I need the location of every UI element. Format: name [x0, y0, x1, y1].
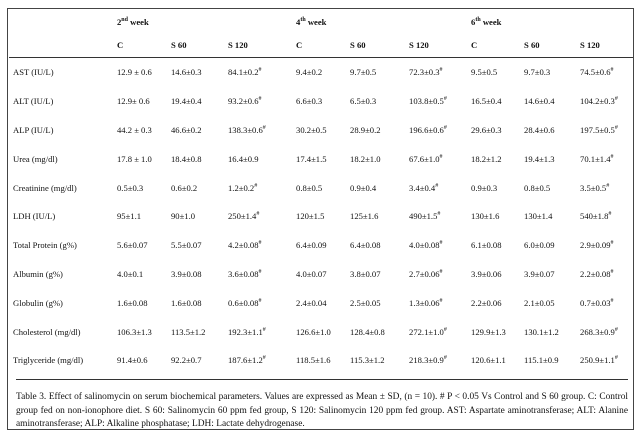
table-cell	[346, 173, 405, 202]
row-label: Creatinine (mg/dl)	[13, 182, 77, 193]
cell-value: 1.2±0.2	[228, 182, 255, 193]
table-cell	[224, 87, 292, 116]
table-cell	[405, 58, 467, 87]
table-row	[9, 202, 633, 231]
table-cell	[346, 317, 405, 346]
cell-value: 115.3±1.2	[350, 355, 385, 366]
table-cell	[520, 144, 576, 173]
cell-value: 12.9 ± 0.6	[117, 67, 152, 78]
cell-value: 91.4±0.6	[117, 355, 148, 366]
significance-mark: #	[256, 211, 260, 218]
corner-cell	[9, 33, 113, 58]
table-row	[9, 144, 633, 173]
cell-value: 490±1.5	[409, 211, 438, 222]
significance-mark: #	[610, 269, 614, 276]
significance-mark: #	[258, 67, 262, 74]
table-cell	[292, 288, 346, 317]
table-row	[9, 317, 633, 346]
significance-mark: #	[610, 240, 614, 247]
table-cell	[113, 202, 167, 231]
cell-value: 70.1±1.4	[580, 153, 611, 164]
table-cell	[520, 260, 576, 289]
table-cell	[405, 260, 467, 289]
table-cell	[167, 87, 224, 116]
cell-value: 6.0±0.09	[524, 240, 555, 251]
cell-value: 104.2±0.3	[580, 96, 615, 107]
cell-value: 67.6±1.0	[409, 153, 440, 164]
cell-value: 120.6±1.1	[471, 355, 506, 366]
cell-value: 196.6±0.6	[409, 124, 444, 135]
group-header-row	[9, 33, 633, 58]
table-cell	[520, 116, 576, 145]
cell-value: 4.0±0.08	[409, 240, 440, 251]
table-cell	[224, 231, 292, 260]
significance-mark: #	[614, 96, 618, 103]
cell-value: 0.8±0.5	[524, 182, 551, 193]
table-cell	[467, 317, 520, 346]
cell-value: 18.2±1.2	[471, 153, 502, 164]
cell-value: 2.7±0.06	[409, 268, 440, 279]
table-cell	[167, 317, 224, 346]
significance-mark: #	[610, 297, 614, 304]
significance-mark: #	[258, 96, 262, 103]
significance-mark: #	[439, 297, 443, 304]
significance-mark: #	[258, 269, 262, 276]
table-cell	[113, 144, 167, 173]
table-cell	[405, 116, 467, 145]
significance-mark: #	[614, 326, 618, 333]
table-cell	[292, 317, 346, 346]
cell-value: 3.8±0.07	[350, 268, 381, 279]
cell-value: 93.2±0.6	[228, 96, 259, 107]
cell-value: 3.9±0.07	[524, 268, 555, 279]
table-cell	[224, 317, 292, 346]
table-caption: Table 3. Effect of salinomycin on serum biochemical parameters. Values are expressed as Mean ± SD, (n = 10). # P < 0.05 Vs Control and S 60 group. C: Control group fed on non-ionophore diet. S 60: Salinomycin 60 ppm fed group, S 120: Salinomycin 120 ppm fed group. AST: Aspartate aminotransferase; ALT: Alanine aminotransferase; ALP: Alkaline phosphatase; LDH: Lactate dehydrogenase.	[16, 379, 628, 432]
table-cell	[113, 87, 167, 116]
group-header: S 120	[405, 33, 467, 58]
cell-value: 3.5±0.5	[580, 182, 607, 193]
cell-value: 2.5±0.05	[350, 297, 381, 308]
table-cell	[167, 260, 224, 289]
significance-mark: #	[443, 125, 447, 132]
cell-value: 129.9±1.3	[471, 326, 506, 337]
table-cell	[292, 173, 346, 202]
table-cell	[576, 173, 633, 202]
table-cell	[520, 317, 576, 346]
significance-mark: #	[439, 153, 443, 160]
cell-value: 1.6±0.08	[171, 297, 202, 308]
cell-value: 9.5±0.5	[471, 67, 498, 78]
cell-value: 72.3±0.3	[409, 67, 440, 78]
table-cell	[576, 260, 633, 289]
cell-value: 16.4±0.9	[228, 153, 259, 164]
table-cell	[292, 231, 346, 260]
significance-mark: #	[435, 182, 439, 189]
table-cell	[346, 231, 405, 260]
cell-value: 125±1.6	[350, 211, 379, 222]
row-label: Urea (mg/dl)	[13, 153, 58, 164]
row-label: Triglyceride (mg/dl)	[13, 355, 84, 366]
cell-value: 115.1±0.9	[524, 355, 559, 366]
table-cell	[167, 116, 224, 145]
group-header: S 60	[346, 33, 405, 58]
table-row	[9, 116, 633, 145]
row-label: Total Protein (g%)	[13, 240, 77, 251]
cell-value: 3.4±0.4	[409, 182, 436, 193]
cell-value: 30.2±0.5	[296, 124, 327, 135]
week-header-2: 2nd week	[117, 17, 149, 27]
table-cell	[405, 144, 467, 173]
cell-value: 92.2±0.7	[171, 355, 202, 366]
week-header-4: 4th week	[296, 17, 327, 27]
significance-mark: #	[262, 125, 266, 132]
table-cell	[113, 260, 167, 289]
table-cell	[520, 346, 576, 375]
cell-value: 3.9±0.06	[471, 268, 502, 279]
cell-value: 12.9± 0.6	[117, 96, 150, 107]
significance-mark: #	[439, 240, 443, 247]
table-cell	[346, 346, 405, 375]
table-cell	[576, 202, 633, 231]
table-cell	[405, 346, 467, 375]
table-cell	[467, 173, 520, 202]
table-cell	[224, 116, 292, 145]
table-cell	[113, 231, 167, 260]
cell-value: 130±1.4	[524, 211, 553, 222]
row-label: Albumin (g%)	[13, 268, 63, 279]
significance-mark: #	[614, 355, 618, 362]
table-row	[9, 58, 633, 87]
cell-value: 17.4±1.5	[296, 153, 327, 164]
table-cell	[467, 144, 520, 173]
cell-value: 19.4±1.3	[524, 153, 555, 164]
table-cell	[467, 231, 520, 260]
table-cell	[292, 116, 346, 145]
cell-value: 0.5±0.3	[117, 182, 144, 193]
cell-value: 2.4±0.04	[296, 297, 327, 308]
significance-mark: #	[610, 153, 614, 160]
table-cell	[224, 202, 292, 231]
table-cell	[113, 288, 167, 317]
table-cell	[576, 231, 633, 260]
table-cell	[224, 288, 292, 317]
significance-mark: #	[254, 182, 258, 189]
group-header: C	[113, 33, 167, 58]
table-cell	[224, 173, 292, 202]
table-row	[9, 288, 633, 317]
table-cell	[520, 202, 576, 231]
table-cell	[167, 288, 224, 317]
cell-value: 14.6±0.3	[171, 67, 202, 78]
table-cell	[346, 288, 405, 317]
significance-mark: #	[262, 326, 266, 333]
cell-value: 5.5±0.07	[171, 240, 202, 251]
cell-value: 113.5±1.2	[171, 326, 206, 337]
cell-value: 18.2±1.0	[350, 153, 381, 164]
cell-value: 84.1±0.2	[228, 67, 259, 78]
significance-mark: #	[439, 269, 443, 276]
cell-value: 540±1.8	[580, 211, 609, 222]
cell-value: 14.6±0.4	[524, 96, 555, 107]
significance-mark: #	[258, 297, 262, 304]
significance-mark: #	[443, 96, 447, 103]
cell-value: 0.6±0.08	[228, 297, 259, 308]
cell-value: 4.0±0.07	[296, 268, 327, 279]
table-cell	[224, 144, 292, 173]
cell-value: 250.9±1.1	[580, 355, 615, 366]
corner-cell	[9, 11, 113, 33]
table-cell	[467, 116, 520, 145]
table-cell	[576, 87, 633, 116]
cell-value: 0.9±0.3	[471, 182, 498, 193]
cell-value: 192.3±1.1	[228, 326, 263, 337]
table-cell	[167, 144, 224, 173]
cell-value: 218.3±0.9	[409, 355, 444, 366]
cell-value: 6.1±0.08	[471, 240, 502, 251]
table-cell	[346, 58, 405, 87]
table-row	[9, 173, 633, 202]
cell-value: 44.2 ± 0.3	[117, 124, 152, 135]
cell-value: 4.0±0.1	[117, 268, 144, 279]
table-cell	[346, 144, 405, 173]
cell-value: 0.8±0.5	[296, 182, 323, 193]
row-label: ALT (IU/L)	[13, 96, 54, 107]
cell-value: 28.9±0.2	[350, 124, 381, 135]
cell-value: 2.9±0.09	[580, 240, 611, 251]
cell-value: 9.4±0.2	[296, 67, 323, 78]
cell-value: 46.6±0.2	[171, 124, 202, 135]
table-row	[9, 346, 633, 375]
cell-value: 1.3±0.06	[409, 297, 440, 308]
cell-value: 3.6±0.08	[228, 268, 259, 279]
table-cell	[224, 260, 292, 289]
table-frame	[7, 8, 634, 430]
cell-value: 128.4±0.8	[350, 326, 385, 337]
significance-mark: #	[443, 326, 447, 333]
group-header: S 120	[224, 33, 292, 58]
table-cell	[576, 58, 633, 87]
cell-value: 6.4±0.09	[296, 240, 327, 251]
table-cell	[520, 288, 576, 317]
table-cell	[224, 58, 292, 87]
cell-value: 0.9±0.4	[350, 182, 377, 193]
significance-mark: #	[610, 67, 614, 74]
table-cell	[576, 346, 633, 375]
cell-value: 120±1.5	[296, 211, 325, 222]
cell-value: 90±1.0	[171, 211, 196, 222]
table-cell	[167, 58, 224, 87]
table-cell	[224, 346, 292, 375]
cell-value: 6.4±0.08	[350, 240, 381, 251]
cell-value: 16.5±0.4	[471, 96, 502, 107]
cell-value: 118.5±1.6	[296, 355, 331, 366]
cell-value: 130.1±1.2	[524, 326, 559, 337]
table-cell	[405, 317, 467, 346]
cell-value: 9.7±0.3	[524, 67, 551, 78]
cell-value: 29.6±0.3	[471, 124, 502, 135]
table-cell	[467, 58, 520, 87]
row-label: LDH (IU/L)	[13, 211, 56, 222]
week-header-row	[9, 11, 633, 33]
table-cell	[405, 202, 467, 231]
table-row	[9, 231, 633, 260]
week-header-6: 6th week	[471, 17, 502, 27]
table-cell	[405, 288, 467, 317]
table-cell	[405, 87, 467, 116]
table-cell	[167, 346, 224, 375]
significance-mark: #	[439, 67, 443, 74]
cell-value: 138.3±0.6	[228, 124, 263, 135]
cell-value: 4.2±0.08	[228, 240, 259, 251]
cell-value: 5.6±0.07	[117, 240, 148, 251]
table-cell	[346, 260, 405, 289]
table-cell	[167, 202, 224, 231]
table-cell	[467, 260, 520, 289]
table-cell	[292, 202, 346, 231]
group-header: S 120	[576, 33, 633, 58]
table-cell	[576, 144, 633, 173]
cell-value: 9.7±0.5	[350, 67, 377, 78]
table-cell	[576, 116, 633, 145]
table-cell	[346, 116, 405, 145]
table-cell	[405, 173, 467, 202]
cell-value: 6.6±0.3	[296, 96, 323, 107]
table-cell	[292, 87, 346, 116]
cell-value: 106.3±1.3	[117, 326, 152, 337]
cell-value: 2.1±0.05	[524, 297, 555, 308]
significance-mark: #	[614, 125, 618, 132]
table-cell	[467, 288, 520, 317]
table-cell	[113, 116, 167, 145]
table-row	[9, 87, 633, 116]
group-header: C	[292, 33, 346, 58]
group-header: S 60	[520, 33, 576, 58]
significance-mark: #	[606, 182, 610, 189]
cell-value: 28.4±0.6	[524, 124, 555, 135]
table-cell	[520, 173, 576, 202]
table-cell	[113, 173, 167, 202]
cell-value: 2.2±0.08	[580, 268, 611, 279]
cell-value: 250±1.4	[228, 211, 257, 222]
cell-value: 19.4±0.4	[171, 96, 202, 107]
table-cell	[467, 346, 520, 375]
row-label: ALP (IU/L)	[13, 124, 54, 135]
group-header: C	[467, 33, 520, 58]
table-cell	[467, 87, 520, 116]
row-label: Cholesterol (mg/dl)	[13, 326, 81, 337]
table-cell	[346, 87, 405, 116]
significance-mark: #	[443, 355, 447, 362]
table-cell	[292, 58, 346, 87]
cell-value: 197.5±0.5	[580, 124, 615, 135]
cell-value: 187.6±1.2	[228, 355, 263, 366]
table-cell	[467, 202, 520, 231]
table-row	[9, 260, 633, 289]
cell-value: 95±1.1	[117, 211, 142, 222]
table-cell	[520, 87, 576, 116]
table-cell	[113, 317, 167, 346]
table-cell	[405, 231, 467, 260]
row-label: AST (IU/L)	[13, 67, 54, 78]
cell-value: 6.5±0.3	[350, 96, 377, 107]
table-cell	[520, 231, 576, 260]
biochemical-table	[9, 11, 633, 375]
group-header: S 60	[167, 33, 224, 58]
row-label: Globulin (g%)	[13, 297, 63, 308]
cell-value: 18.4±0.8	[171, 153, 202, 164]
cell-value: 272.1±1.0	[409, 326, 444, 337]
table-cell	[292, 260, 346, 289]
cell-value: 268.3±0.9	[580, 326, 615, 337]
table-cell	[520, 58, 576, 87]
table-cell	[167, 231, 224, 260]
table-cell	[346, 202, 405, 231]
table-cell	[292, 144, 346, 173]
cell-value: 126.6±1.0	[296, 326, 331, 337]
cell-value: 2.2±0.06	[471, 297, 502, 308]
cell-value: 1.6±0.08	[117, 297, 148, 308]
table-cell	[576, 317, 633, 346]
table-cell	[113, 346, 167, 375]
cell-value: 0.7±0.03	[580, 297, 611, 308]
table-cell	[167, 173, 224, 202]
significance-mark: #	[608, 211, 612, 218]
significance-mark: #	[437, 211, 441, 218]
cell-value: 17.8 ± 1.0	[117, 153, 152, 164]
cell-value: 3.9±0.08	[171, 268, 202, 279]
significance-mark: #	[262, 355, 266, 362]
significance-mark: #	[258, 240, 262, 247]
cell-value: 74.5±0.6	[580, 67, 611, 78]
table-cell	[113, 58, 167, 87]
cell-value: 130±1.6	[471, 211, 500, 222]
cell-value: 103.8±0.5	[409, 96, 444, 107]
cell-value: 0.6±0.2	[171, 182, 198, 193]
table-cell	[576, 288, 633, 317]
table-cell	[292, 346, 346, 375]
